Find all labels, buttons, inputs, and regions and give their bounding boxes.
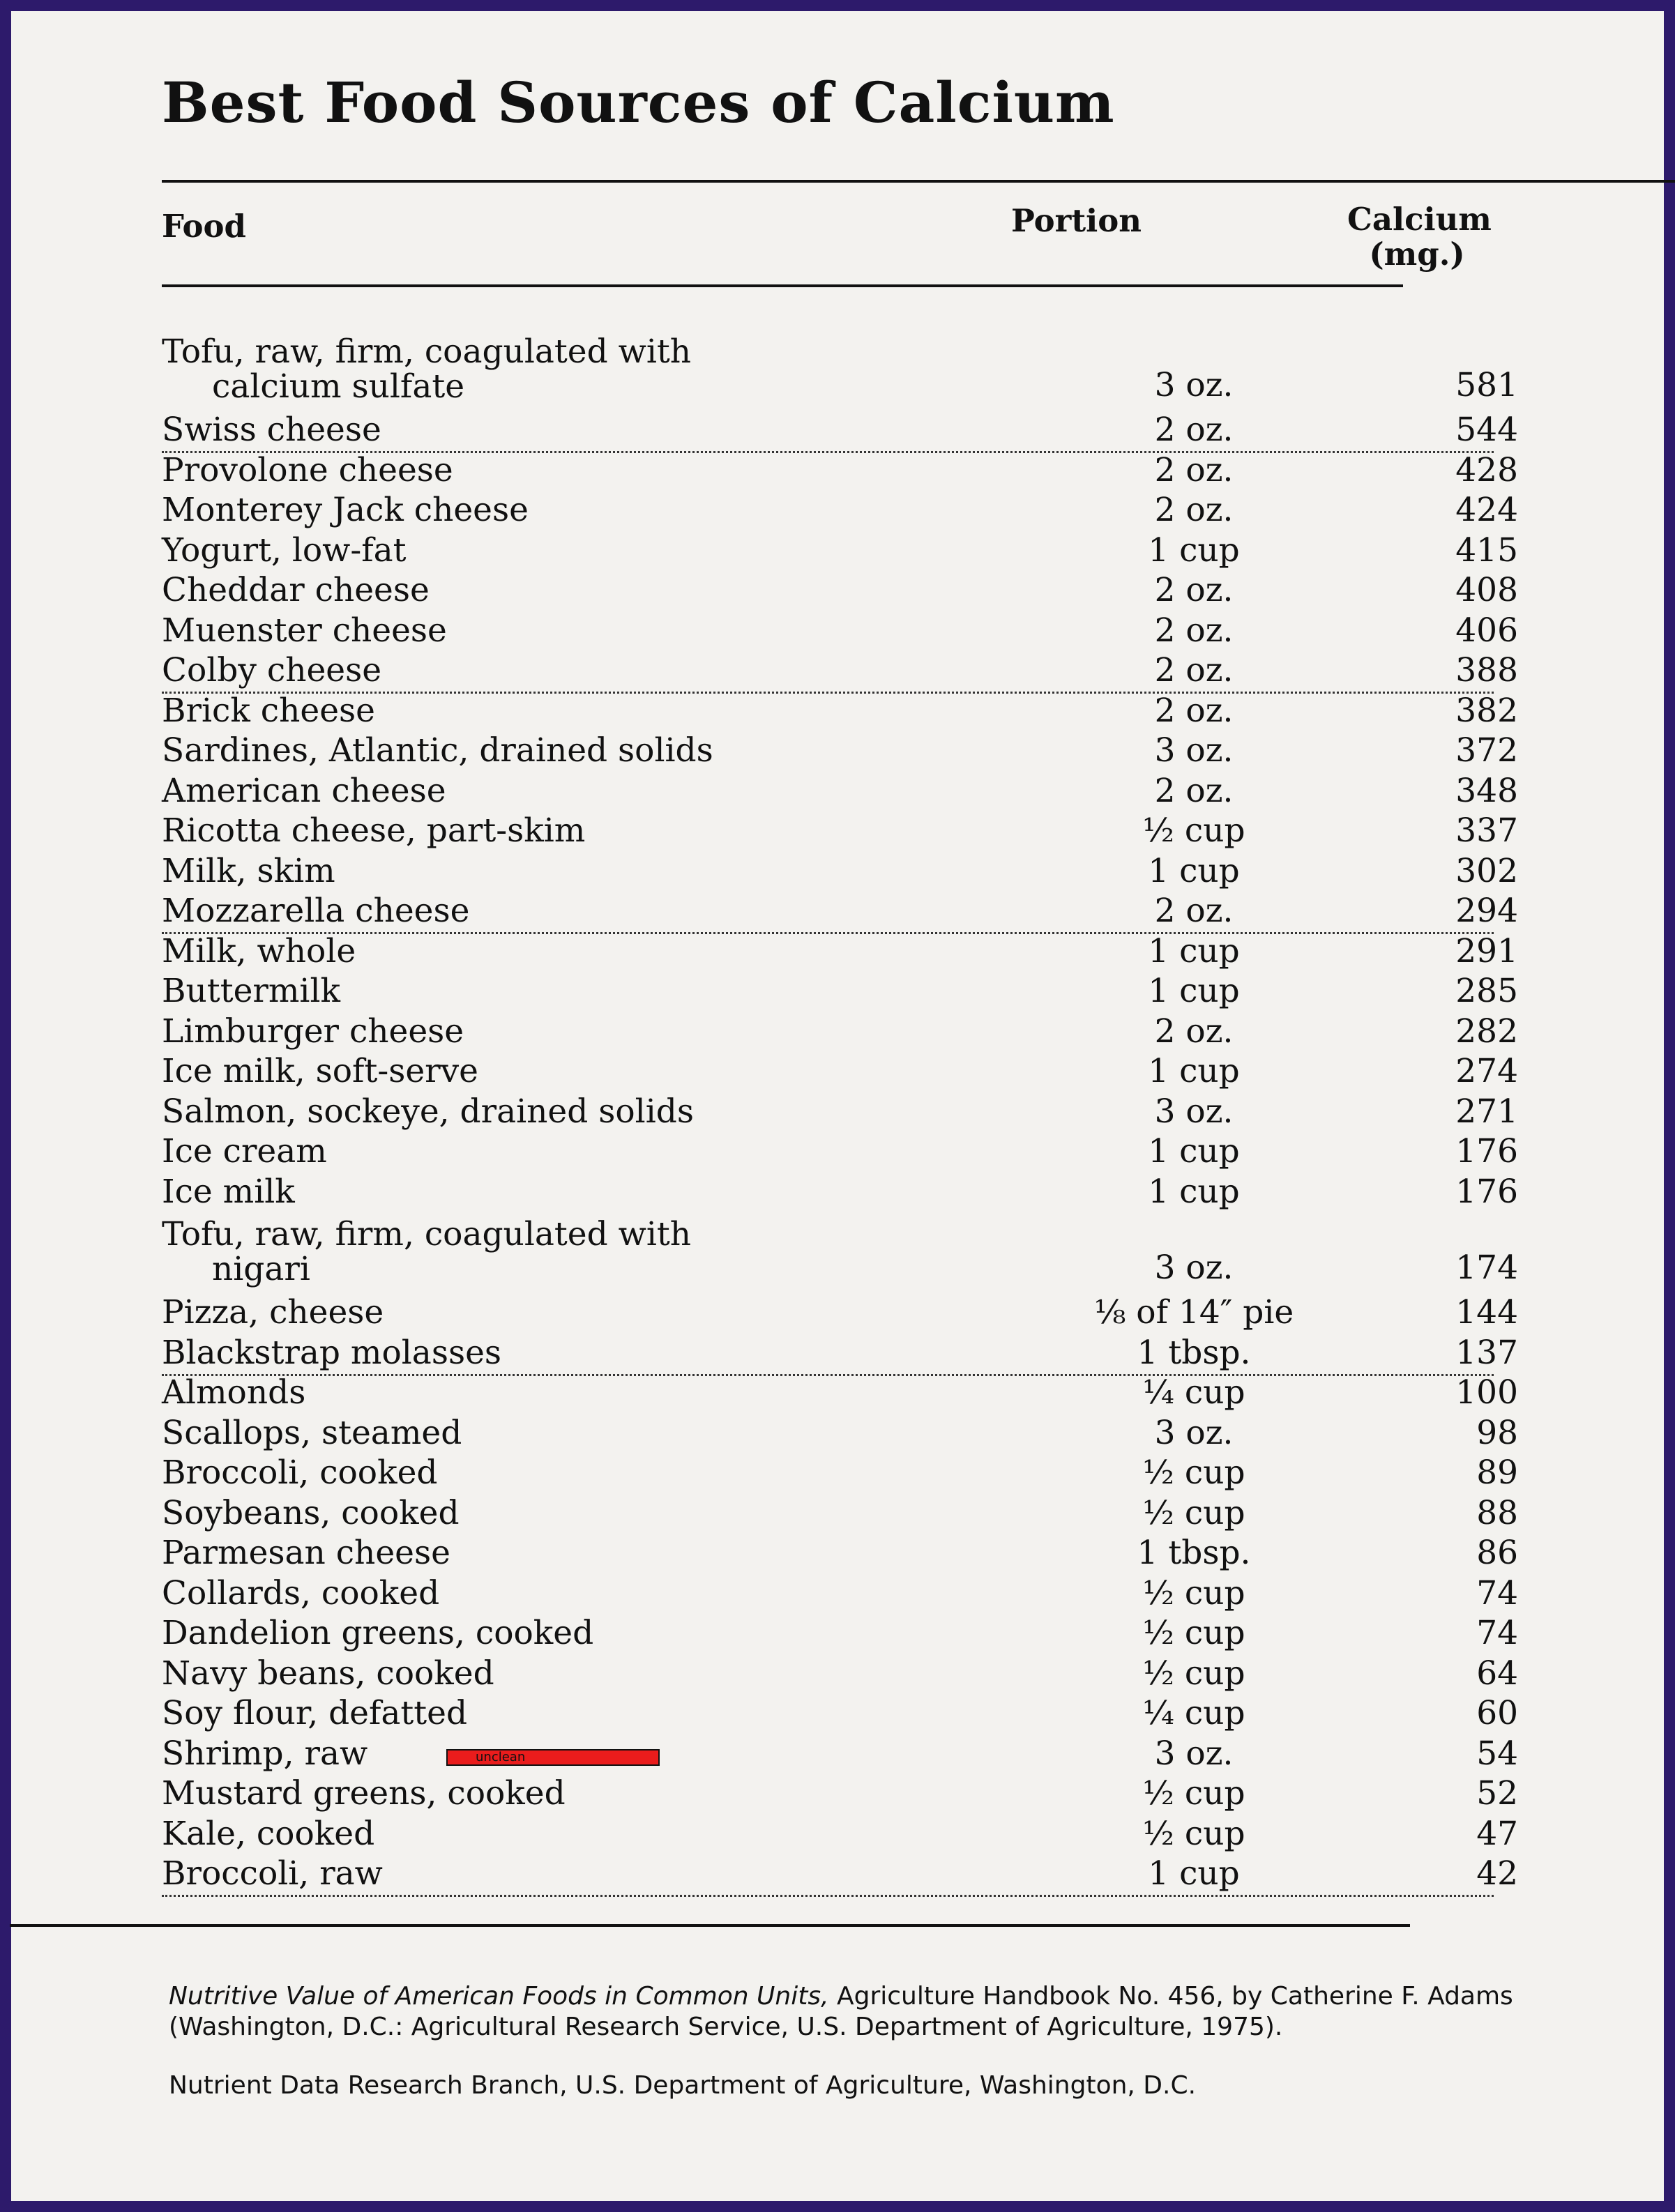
table-row [162,970,1563,1010]
title-rule [162,180,1675,183]
portion-cell: ½ cup [1142,1573,1245,1612]
table-row [162,649,1563,689]
food-name [162,1293,384,1332]
portion-cell: 2 oz. [1154,571,1234,609]
calcium-cell: 274 [1455,1052,1518,1090]
table-row [162,1772,1563,1813]
calcium-cell: 86 [1476,1534,1518,1572]
food-name [162,531,407,570]
source-note-1 [169,1981,1563,2043]
table-row [162,529,1563,570]
food-name [162,1734,367,1773]
calcium-cell: 372 [1455,731,1518,770]
portion-cell: ½ cup [1142,1774,1245,1813]
food-name [162,1173,295,1211]
calcium-cell: 74 [1476,1614,1518,1652]
calcium-cell: 424 [1455,491,1518,529]
portion-cell: 1 cup [1148,1052,1240,1090]
calcium-cell: 89 [1476,1454,1518,1492]
food-name-line1: Mozzarella cheese [162,892,470,930]
calcium-cell: 302 [1455,851,1518,890]
food-name [162,892,469,930]
food-name [162,651,381,689]
food-name [162,1694,467,1732]
food-name-line1: American cheese [162,771,446,810]
portion-cell: 1 tbsp. [1137,1333,1251,1372]
food-name-line1: Soy flour, defatted [162,1694,468,1732]
portion-cell: ½ cup [1142,1614,1245,1652]
table-row [162,850,1563,890]
portion-cell: ¼ cup [1142,1373,1245,1412]
food-name-line1: Shrimp, raw [162,1734,368,1773]
portion-cell: 3 oz. [1154,1413,1234,1452]
calcium-cell: 282 [1455,1012,1518,1051]
calcium-cell: 47 [1476,1814,1518,1853]
food-name [162,1654,494,1693]
portion-cell: ½ cup [1142,1654,1245,1693]
food-name-line1: Ice cream [162,1132,327,1170]
calcium-cell: 137 [1455,1333,1518,1372]
food-name-line1: Mustard greens, cooked [162,1774,566,1813]
source-note-1-text: Agriculture Handbook No. 456, by Catherine F. Adams (Washington, D.C.: Agricultural Research Service, U.S. Department of Agriculture, 1975). [169,1982,1513,2041]
food-name-line1: Provolone cheese [162,450,453,489]
food-name-line1: Navy beans, cooked [162,1654,494,1693]
food-name-line1: Dandelion greens, cooked [162,1614,594,1652]
food-name-line1: Collards, cooked [162,1573,440,1612]
calcium-cell: 174 [1455,1249,1518,1287]
table-row [162,1692,1563,1732]
food-name [162,772,446,810]
unclean-marker: unclean [446,1749,660,1766]
calcium-cell: 176 [1455,1132,1518,1170]
calcium-cell: 88 [1476,1493,1518,1532]
calcium-cell: 348 [1455,771,1518,810]
calcium-cell: 100 [1455,1373,1518,1412]
calcium-cell: 406 [1455,611,1518,650]
portion-cell: 1 cup [1148,851,1240,890]
table-row [162,1170,1563,1211]
food-name [162,1012,464,1051]
calcium-cell: 74 [1476,1573,1518,1612]
food-name-line1: Milk, whole [162,931,356,970]
calcium-cell: 382 [1455,691,1518,730]
calcium-cell: 291 [1455,931,1518,970]
food-name-line1: Scallops, steamed [162,1413,462,1452]
portion-cell: 3 oz. [1154,1092,1234,1131]
food-name-line2: nigari [212,1250,310,1288]
calcium-cell: 337 [1455,811,1518,850]
calcium-cell: 60 [1476,1694,1518,1732]
table-row [162,409,1563,449]
food-name [162,731,713,770]
table-row [162,328,1563,404]
table-row [162,1050,1563,1090]
table-row [162,1451,1563,1492]
table-row [162,1492,1563,1532]
food-name [162,1454,437,1492]
food-name-line1: Almonds [162,1373,306,1412]
food-name-line1: Yogurt, low-fat [162,531,407,570]
food-name-line1: Muenster cheese [162,611,447,650]
table-row [162,1732,1563,1773]
food-name [162,335,691,404]
table-row [162,1090,1563,1131]
portion-cell: 1 cup [1148,1854,1240,1893]
food-name [162,1614,593,1652]
table-row [162,1010,1563,1051]
portion-cell: ½ cup [1142,1493,1245,1532]
portion-cell: 1 cup [1148,972,1240,1010]
calcium-cell: 388 [1455,651,1518,689]
food-name [162,1494,460,1532]
table-row [162,489,1563,529]
portion-cell: ¼ cup [1142,1694,1245,1732]
food-name-line1: Swiss cheese [162,411,381,449]
table-row [162,729,1563,770]
table-row [162,569,1563,609]
calcium-cell: 544 [1455,411,1518,449]
table-row [162,930,1563,970]
portion-cell: 2 oz. [1154,892,1234,930]
table-row [162,1572,1563,1612]
food-name [162,1854,383,1893]
food-name-line1: Ricotta cheese, part-skim [162,811,586,850]
food-name-line1: Soybeans, cooked [162,1493,460,1532]
food-name [162,1774,566,1813]
food-name [162,451,453,489]
document-page [162,0,1563,2212]
header-rule [162,284,1403,287]
portion-cell: 3 oz. [1154,366,1234,404]
food-name [162,1534,450,1572]
food-name-line1: Parmesan cheese [162,1534,450,1572]
table-row [162,1652,1563,1693]
portion-cell: 2 oz. [1154,611,1234,650]
source-note-2: Nutrient Data Research Branch, U.S. Department of Agriculture, Washington, D.C. [169,2071,1197,2100]
calcium-cell: 408 [1455,571,1518,609]
food-name [162,692,375,730]
food-name-line1: Buttermilk [162,972,340,1010]
portion-cell: 2 oz. [1154,411,1234,449]
food-name [162,411,381,449]
calcium-cell: 42 [1476,1854,1518,1893]
calcium-cell: 271 [1455,1092,1518,1131]
portion-cell: 2 oz. [1154,450,1234,489]
food-name-line1: Colby cheese [162,651,382,689]
portion-cell: 3 oz. [1154,1734,1234,1773]
portion-cell: 2 oz. [1154,691,1234,730]
portion-cell: 1 tbsp. [1137,1534,1251,1572]
food-name-line1: Limburger cheese [162,1012,464,1051]
food-name [162,972,340,1010]
calcium-cell: 176 [1455,1172,1518,1211]
portion-cell: 2 oz. [1154,491,1234,529]
portion-cell: 3 oz. [1154,731,1234,770]
portion-cell: 2 oz. [1154,1012,1234,1051]
food-name [162,932,356,970]
table-row [162,809,1563,850]
table-row [162,770,1563,810]
portion-cell: ½ cup [1142,1814,1245,1853]
food-name [162,852,335,890]
table-bottom-rule [10,1924,1410,1927]
food-name [162,1334,501,1372]
calcium-cell: 54 [1476,1734,1518,1773]
food-name [162,1815,374,1853]
food-name [162,811,585,850]
food-name-line1: Blackstrap molasses [162,1333,502,1372]
calcium-cell: 294 [1455,892,1518,930]
portion-cell: 1 cup [1148,1172,1240,1211]
food-name-line1: Pizza, cheese [162,1293,384,1332]
table-row [162,1612,1563,1652]
food-name [162,491,529,529]
food-name-line1: Monterey Jack cheese [162,491,529,529]
calcium-cell: 285 [1455,972,1518,1010]
table-row [162,1291,1563,1332]
food-name-line1: Salmon, sockeye, drained solids [162,1092,694,1131]
table-row [162,1130,1563,1170]
food-name-line1: Milk, skim [162,851,335,890]
calcium-cell: 98 [1476,1413,1518,1452]
header-food: Food [162,208,246,245]
food-name [162,1373,305,1412]
food-name-line1: Ice milk [162,1172,295,1211]
food-name [162,1217,691,1287]
portion-cell: 2 oz. [1154,651,1234,689]
calcium-cell: 64 [1476,1654,1518,1693]
food-name [162,571,430,609]
portion-cell: ½ cup [1142,811,1245,850]
table-row [162,1852,1563,1893]
food-name-line1: Broccoli, cooked [162,1454,438,1492]
table-row [162,1532,1563,1572]
food-name-line1: Ice milk, soft-serve [162,1052,478,1090]
table-row [162,1332,1563,1372]
table-row [162,890,1563,930]
calcium-cell: 144 [1455,1293,1518,1332]
table-row [162,1412,1563,1452]
table-row [162,1371,1563,1412]
food-name [162,611,447,650]
food-name-line1: Kale, cooked [162,1814,375,1853]
food-name [162,1092,694,1131]
food-name [162,1414,462,1452]
source-note-1-title: Nutritive Value of American Foods in Common Units, [169,1982,829,2011]
food-name-line1: Sardines, Atlantic, drained solids [162,731,713,770]
table-row [162,609,1563,650]
food-name-line1: Tofu, raw, firm, coagulated with [162,1215,692,1253]
portion-cell: 1 cup [1148,931,1240,970]
portion-cell: 1 cup [1148,1132,1240,1170]
table-row [162,689,1563,730]
calcium-cell: 415 [1455,531,1518,570]
header-calcium-label: Calcium [1347,201,1492,238]
portion-cell: ⅛ of 14″ pie [1093,1293,1294,1332]
food-name-line1: Brick cheese [162,691,375,730]
header-calcium [1347,201,1492,273]
food-name-line1: Cheddar cheese [162,571,430,609]
food-name [162,1574,439,1612]
calcium-cell: 52 [1476,1774,1518,1813]
page-title: Best Food Sources of Calcium [162,70,1115,135]
portion-cell: 3 oz. [1154,1249,1234,1287]
header-calcium-unit: (mg.) [1369,236,1465,273]
calcium-cell: 428 [1455,450,1518,489]
food-name [162,1052,478,1090]
food-name-line2: calcium sulfate [212,367,465,406]
calcium-cell: 581 [1455,366,1518,404]
food-name-line1: Tofu, raw, firm, coagulated with [162,333,692,371]
header-portion: Portion [1011,202,1142,239]
table-row [162,1210,1563,1287]
table-row [162,1813,1563,1853]
food-name-line1: Broccoli, raw [162,1854,383,1893]
portion-cell: 2 oz. [1154,771,1234,810]
food-name [162,1132,327,1170]
portion-cell: 1 cup [1148,531,1240,570]
portion-cell: ½ cup [1142,1454,1245,1492]
table-row [162,449,1563,489]
